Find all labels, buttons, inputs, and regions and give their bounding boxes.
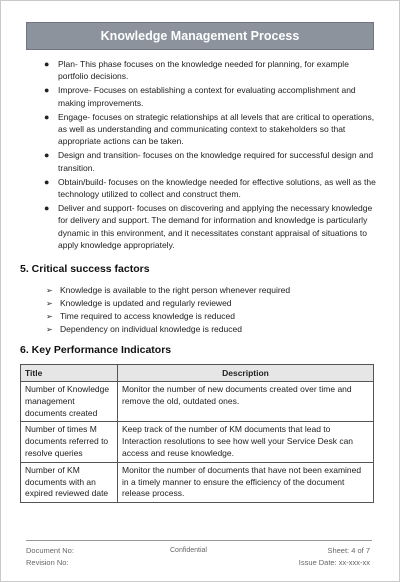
bullet-icon: ● (44, 111, 50, 122)
footer-divider (26, 540, 372, 541)
bullet-icon: ● (44, 59, 50, 69)
success-factors-list (46, 284, 366, 336)
section-heading-critical-success-factors: 5. Critical success factors (20, 263, 150, 275)
phase-bullet-list (42, 58, 376, 253)
list-item: ● Plan- This phase focuses on the knowledge needed for planning, for example portfolio decisions. (44, 59, 349, 82)
list-item: ● Obtain/build- focuses on the knowledge needed for effective solutions, as well as the technology utilized to collect and construct them. (44, 176, 376, 200)
list-item: ➢ Dependency on individual knowledge is reduced (46, 324, 242, 334)
table-cell-description: Monitor the number of documents that have not been examined in a timely manner to ensure the efficiency of the document release process. (118, 462, 374, 502)
table-row (21, 462, 374, 502)
bullet-icon: ● (44, 202, 50, 213)
footer-issue-date: Issue Date: xx-xxx-xx (298, 558, 370, 567)
column-header-description: Description (118, 365, 374, 382)
page-title-banner: Knowledge Management Process (26, 22, 374, 50)
footer-sheet-number: Sheet: 4 of 7 (327, 546, 370, 555)
list-item: ● Design and transition- focuses on the knowledge required for successful design and transition. (44, 150, 374, 173)
table-cell-title: Number of times M documents referred to resolve queries (21, 422, 118, 462)
footer-document-no: Document No: (26, 546, 74, 555)
kpi-table (20, 364, 374, 503)
bullet-icon: ● (44, 176, 50, 187)
arrow-bullet-icon: ➢ (46, 286, 53, 295)
arrow-bullet-icon: ➢ (46, 325, 53, 334)
list-item: ● Deliver and support- focuses on discovering and applying the necessary knowledge for delivery and support. The demand for information and knowledge is particularly dynamic in this environment, and it necessitates constant appraisal of situations to apply knowledge appropriately. (44, 202, 373, 251)
list-item: ● Engage- focuses on strategic relationships at all levels that are critical to operations, as well as understanding and communicating context to stakeholders so that appropriate actions can be taken. (44, 111, 375, 147)
bullet-icon: ● (44, 85, 50, 96)
column-header-title: Title (21, 365, 118, 382)
list-item: ➢ Time required to access knowledge is reduced (46, 311, 235, 321)
footer-revision-no: Revision No: (26, 558, 69, 567)
list-item: ➢ Knowledge is updated and regularly reviewed (46, 298, 232, 308)
list-item: ➢ Knowledge is available to the right person whenever required (46, 285, 291, 295)
table-cell-title: Number of Knowledge management documents created (21, 382, 118, 422)
footer-confidential: Confidential (170, 547, 207, 554)
table-header-row (21, 365, 374, 382)
arrow-bullet-icon: ➢ (46, 299, 53, 308)
table-cell-title: Number of KM documents with an expired reviewed date (21, 462, 118, 502)
table-cell-description: Monitor the number of new documents created over time and remove the old, outdated ones. (118, 382, 374, 422)
table-cell-description: Keep track of the number of KM documents that lead to Interaction resolutions to see how well your Service Desk can access and reuse knowledge. (118, 422, 374, 462)
arrow-bullet-icon: ➢ (46, 312, 53, 321)
section-heading-kpi: 6. Key Performance Indicators (20, 344, 172, 356)
bullet-icon: ● (44, 150, 50, 161)
table-row (21, 422, 374, 462)
list-item: ● Improve- Focuses on establishing a context for evaluating accomplishment and making improvements. (44, 85, 356, 108)
table-row (21, 382, 374, 422)
